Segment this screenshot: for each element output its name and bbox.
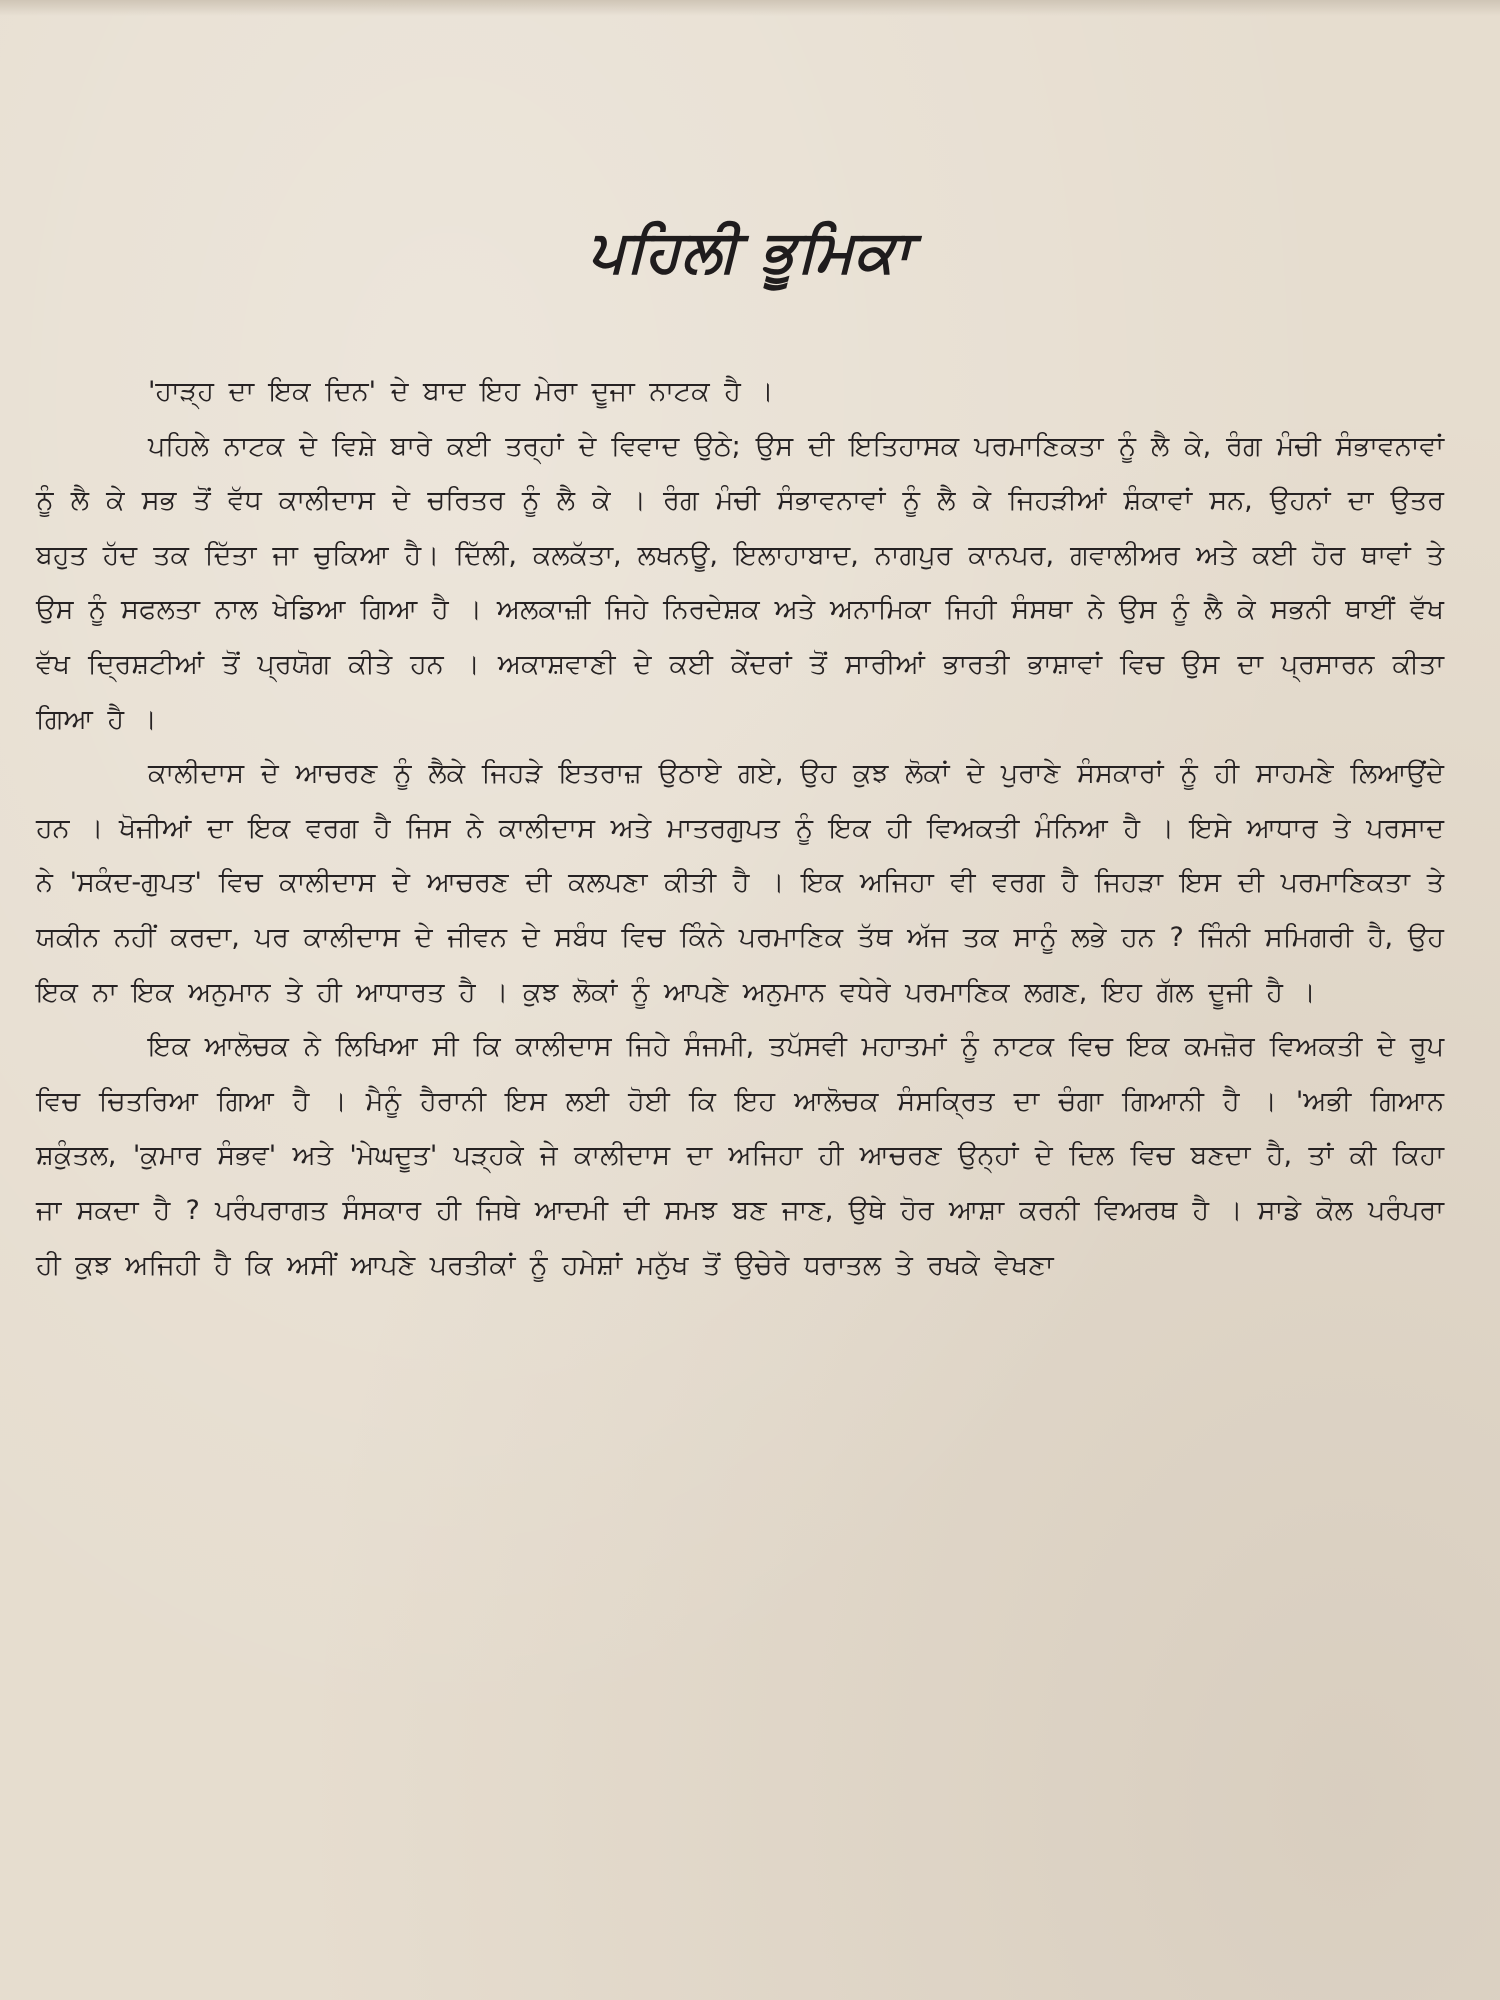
page-top-edge bbox=[0, 0, 1500, 16]
paragraph-2: ਪਹਿਲੇ ਨਾਟਕ ਦੇ ਵਿਸ਼ੇ ਬਾਰੇ ਕਈ ਤਰ੍ਹਾਂ ਦੇ ਵਿਵਾਦ ਉਠੇ; ਉਸ ਦੀ ਇਤਿਹਾਸਕ ਪਰਮਾਣਿਕਤਾ ਨੂੰ ਲੈ ਕੇ, ਰੰਗ ਮੰਚੀ ਸੰਭਾਵਨਾਵਾਂ ਨੂੰ ਲੈ ਕੇ ਸਭ ਤੋਂ ਵੱਧ ਕਾਲੀਦਾਸ ਦੇ ਚਰਿਤਰ ਨੂੰ ਲੈ ਕੇ । ਰੰਗ ਮੰਚੀ ਸੰਭਾਵਨਾਵਾਂ ਨੂੰ ਲੈ ਕੇ ਜਿਹੜੀਆਂ ਸ਼ੰਕਾਵਾਂ ਸਨ, ਉਹਨਾਂ ਦਾ ਉਤਰ ਬਹੁਤ ਹੱਦ ਤਕ ਦਿੱਤਾ ਜਾ ਚੁਕਿਆ ਹੈ। ਦਿੱਲੀ, ਕਲਕੱਤਾ, ਲਖਨਊ, ਇਲਾਹਾਬਾਦ, ਨਾਗਪੁਰ ਕਾਨਪਰ, ਗਵਾਲੀਅਰ ਅਤੇ ਕਈ ਹੋਰ ਥਾਵਾਂ ਤੇ ਉਸ ਨੂੰ ਸਫਲਤਾ ਨਾਲ ਖੇਡਿਆ ਗਿਆ ਹੈ । ਅਲਕਾਜ਼ੀ ਜਿਹੇ ਨਿਰਦੇਸ਼ਕ ਅਤੇ ਅਨਾਮਿਕਾ ਜਿਹੀ ਸੰਸਥਾ ਨੇ ਉਸ ਨੂੰ ਲੈ ਕੇ ਸਭਨੀ ਥਾਈਂ ਵੱਖ ਵੱਖ ਦ੍ਰਿਸ਼ਟੀਆਂ ਤੋਂ ਪ੍ਰਯੋਗ ਕੀਤੇ ਹਨ । ਅਕਾਸ਼ਵਾਣੀ ਦੇ ਕਈ ਕੇਂਦਰਾਂ ਤੋਂ ਸਾਰੀਆਂ ਭਾਰਤੀ ਭਾਸ਼ਾਵਾਂ ਵਿਚ ਉਸ ਦਾ ਪ੍ਰਸਾਰਨ ਕੀਤਾ ਗਿਆ ਹੈ । bbox=[36, 430, 1444, 735]
paragraph-1: 'ਹਾੜ੍ਹ ਦਾ ਇਕ ਦਿਨ' ਦੇ ਬਾਦ ਇਹ ਮੇਰਾ ਦੂਜਾ ਨਾਟਕ ਹੈ । bbox=[148, 376, 774, 407]
paragraph-4: ਇਕ ਆਲੋਚਕ ਨੇ ਲਿਖਿਆ ਸੀ ਕਿ ਕਾਲੀਦਾਸ ਜਿਹੇ ਸੰਜਮੀ, ਤਪੱਸਵੀ ਮਹਾਤਮਾਂ ਨੂੰ ਨਾਟਕ ਵਿਚ ਇਕ ਕਮਜ਼ੋਰ ਵਿਅਕਤੀ ਦੇ ਰੂਪ ਵਿਚ ਚਿਤਰਿਆ ਗਿਆ ਹੈ । ਮੈਨੂੰ ਹੈਰਾਨੀ ਇਸ ਲਈ ਹੋਈ ਕਿ ਇਹ ਆਲੋਚਕ ਸੰਸਕ੍ਰਿਤ ਦਾ ਚੰਗਾ ਗਿਆਨੀ ਹੈ । 'ਅਭੀ ਗਿਆਨ ਸ਼ਕੁੰਤਲ, 'ਕੁਮਾਰ ਸੰਭਵ' ਅਤੇ 'ਮੇਘਦੂਤ' ਪੜ੍ਹਕੇ ਜੇ ਕਾਲੀਦਾਸ ਦਾ ਅਜਿਹਾ ਹੀ ਆਚਰਣ ਉਨ੍ਹਾਂ ਦੇ ਦਿਲ ਵਿਚ ਬਣਦਾ ਹੈ, ਤਾਂ ਕੀ ਕਿਹਾ ਜਾ ਸਕਦਾ ਹੈ ? ਪਰੰਪਰਾਗਤ ਸੰਸਕਾਰ ਹੀ ਜਿਥੇ ਆਦਮੀ ਦੀ ਸਮਝ ਬਣ ਜਾਣ, ਉਥੇ ਹੋਰ ਆਸ਼ਾ ਕਰਨੀ ਵਿਅਰਥ ਹੈ । ਸਾਡੇ ਕੋਲ ਪਰੰਪਰਾ ਹੀ ਕੁਝ ਅਜਿਹੀ ਹੈ ਕਿ ਅਸੀਂ ਆਪਣੇ ਪਰਤੀਕਾਂ ਨੂੰ ਹਮੇਸ਼ਾਂ ਮਨੁੱਖ ਤੋਂ ਉਚੇਰੇ ਧਰਾਤਲ ਤੇ ਰਖਕੇ ਵੇਖਣਾ bbox=[36, 1031, 1444, 1281]
body-text bbox=[36, 365, 1444, 1293]
paragraph-3: ਕਾਲੀਦਾਸ ਦੇ ਆਚਰਣ ਨੂੰ ਲੈਕੇ ਜਿਹੜੇ ਇਤਰਾਜ਼ ਉਠਾਏ ਗਏ, ਉਹ ਕੁਝ ਲੋਕਾਂ ਦੇ ਪੁਰਾਣੇ ਸੰਸਕਾਰਾਂ ਨੂੰ ਹੀ ਸਾਹਮਣੇ ਲਿਆਉਂਦੇ ਹਨ । ਖੋਜੀਆਂ ਦਾ ਇਕ ਵਰਗ ਹੈ ਜਿਸ ਨੇ ਕਾਲੀਦਾਸ ਅਤੇ ਮਾਤਰਗੁਪਤ ਨੂੰ ਇਕ ਹੀ ਵਿਅਕਤੀ ਮੰਨਿਆ ਹੈ । ਇਸੇ ਆਧਾਰ ਤੇ ਪਰਸਾਦ ਨੇ 'ਸਕੰਦ-ਗੁਪਤ' ਵਿਚ ਕਾਲੀਦਾਸ ਦੇ ਆਚਰਣ ਦੀ ਕਲਪਣਾ ਕੀਤੀ ਹੈ । ਇਕ ਅਜਿਹਾ ਵੀ ਵਰਗ ਹੈ ਜਿਹੜਾ ਇਸ ਦੀ ਪਰਮਾਣਿਕਤਾ ਤੇ ਯਕੀਨ ਨਹੀਂ ਕਰਦਾ, ਪਰ ਕਾਲੀਦਾਸ ਦੇ ਜੀਵਨ ਦੇ ਸਬੰਧ ਵਿਚ ਕਿੰਨੇ ਪਰਮਾਣਿਕ ਤੱਥ ਅੱਜ ਤਕ ਸਾਨੂੰ ਲਭੇ ਹਨ ? ਜਿੰਨੀ ਸਮਿਗਰੀ ਹੈ, ਉਹ ਇਕ ਨਾ ਇਕ ਅਨੁਮਾਨ ਤੇ ਹੀ ਆਧਾਰਤ ਹੈ । ਕੁਝ ਲੋਕਾਂ ਨੂੰ ਆਪਣੇ ਅਨੁਮਾਨ ਵਧੇਰੇ ਪਰਮਾਣਿਕ ਲਗਣ, ਇਹ ਗੱਲ ਦੂਜੀ ਹੈ । bbox=[36, 758, 1444, 1008]
page-title: ਪਹਿਲੀ ਭੂਮਿਕਾ bbox=[587, 216, 913, 285]
